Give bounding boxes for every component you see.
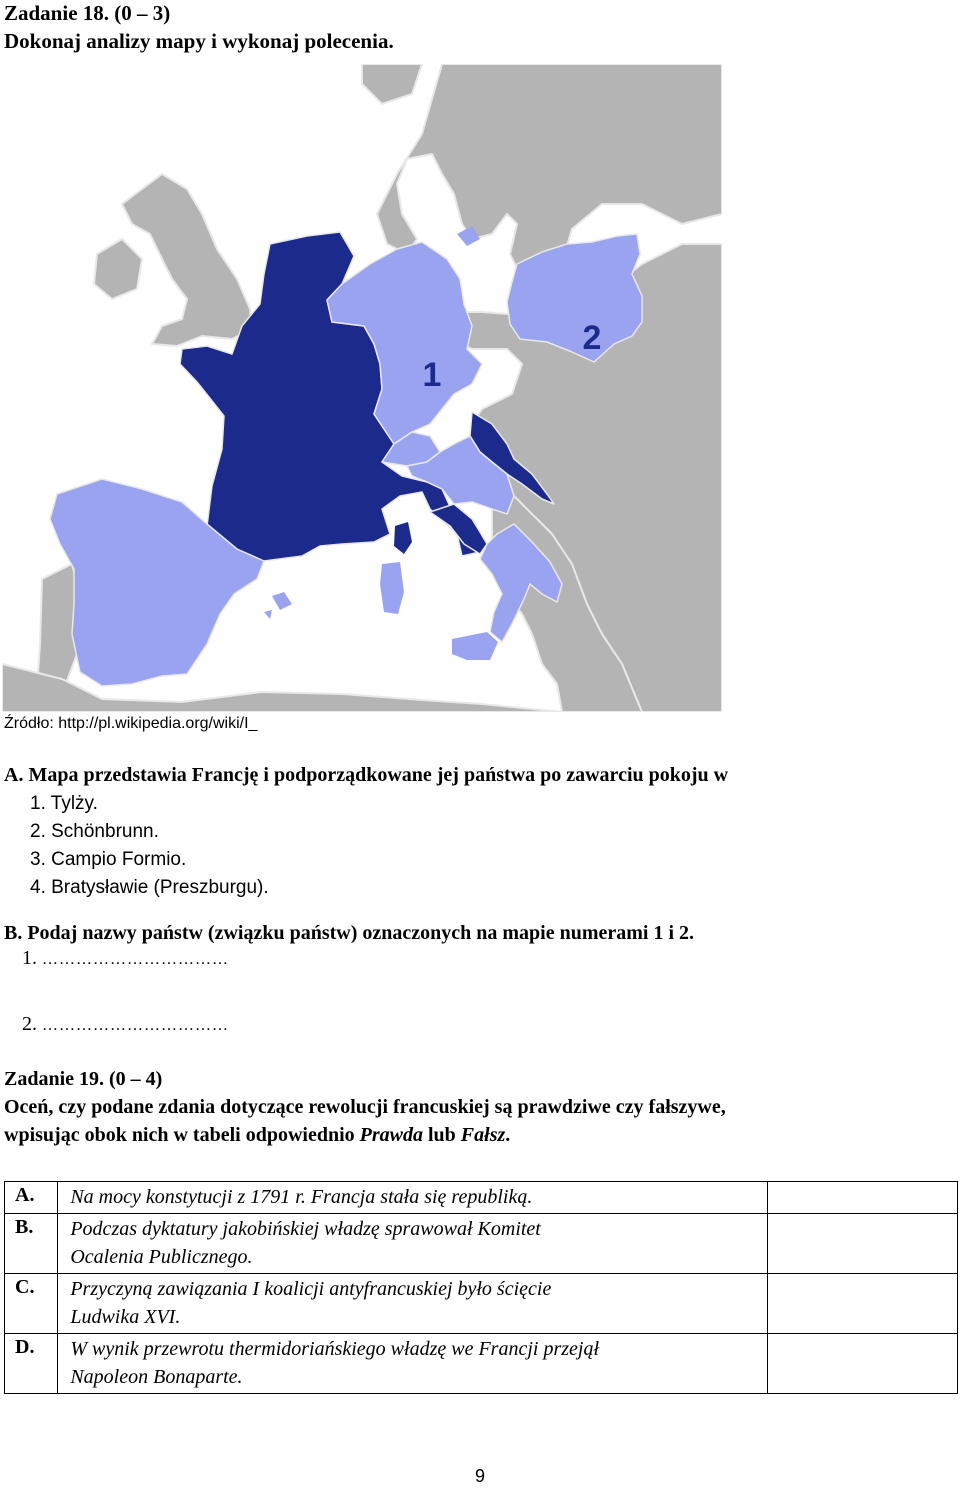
statement-line-2: Napoleon Bonaparte. — [70, 1366, 243, 1388]
statement-letter: A. — [5, 1182, 58, 1214]
instruction-mid: lub — [422, 1124, 461, 1146]
instruction-end: . — [505, 1124, 511, 1146]
answer-line-2-number: 2. — [22, 1013, 37, 1035]
option-4: 4. Bratysławie (Preszburgu). — [30, 877, 269, 898]
instruction-true: Prawda — [359, 1124, 423, 1146]
task-18-title: Zadanie 18. (0 – 3) — [4, 1, 171, 25]
statement-letter: B. — [5, 1214, 58, 1274]
europe-map — [2, 64, 722, 712]
question-a-text: Mapa przedstawia Francję i podporządkowane jej państwa po zawarciu pokoju w — [28, 764, 729, 786]
page-number: 9 — [474, 1466, 485, 1486]
statement-text — [58, 1274, 768, 1334]
option-2: 2. Schönbrunn. — [30, 821, 159, 842]
answer-line-1[interactable] — [22, 944, 229, 974]
map-label-2: 2 — [582, 319, 602, 357]
statement-line-1: W wynik przewrotu thermidoriańskiego władzę we Francji przejął — [70, 1338, 600, 1360]
table-row — [5, 1214, 958, 1274]
statement-letter: C. — [5, 1274, 58, 1334]
answer-cell[interactable] — [768, 1214, 958, 1274]
answer-line-1-number: 1. — [22, 947, 37, 969]
question-a-letter: A. — [4, 764, 24, 786]
table-row — [5, 1334, 958, 1394]
statement-line-2: Ocalenia Publicznego. — [70, 1246, 253, 1268]
map-label-1: 1 — [422, 356, 442, 394]
task-19-title: Zadanie 19. (0 – 4) — [4, 1068, 163, 1090]
map-source: Źródło: http://pl.wikipedia.org/wiki/I_ — [4, 715, 258, 732]
task-18-instruction: Dokonaj analizy mapy i wykonaj polecenia. — [4, 29, 394, 53]
option-1: 1. Tylży. — [30, 793, 98, 814]
answer-line-2-dots[interactable]: …………………………… — [42, 1017, 229, 1034]
statement-line-1: Podczas dyktatury jakobińskiej władzę sprawował Komitet — [70, 1218, 541, 1240]
statements-table — [4, 1181, 958, 1394]
question-b-text: Podaj nazwy państw (związku państw) oznaczonych na mapie numerami 1 i 2. — [27, 922, 695, 944]
table-row — [5, 1182, 958, 1214]
statement-text — [58, 1334, 768, 1394]
question-a — [4, 761, 728, 789]
instruction-pre: wpisując obok nich w tabeli odpowiednio — [4, 1124, 360, 1146]
answer-cell[interactable] — [768, 1182, 958, 1214]
statement-text — [58, 1182, 768, 1214]
answer-line-2[interactable] — [22, 1010, 229, 1040]
question-b — [4, 919, 694, 947]
question-b-letter: B. — [4, 922, 23, 944]
task-19-instruction-line-2 — [4, 1121, 510, 1149]
instruction-false: Fałsz — [460, 1124, 506, 1146]
table-row — [5, 1274, 958, 1334]
answer-line-1-dots[interactable]: …………………………… — [42, 951, 229, 968]
option-3: 3. Campio Formio. — [30, 849, 187, 870]
answer-cell[interactable] — [768, 1334, 958, 1394]
statement-letter: D. — [5, 1334, 58, 1394]
task-19-instruction-line-1: Oceń, czy podane zdania dotyczące rewolucji francuskiej są prawdziwe czy fałszywe, — [4, 1096, 726, 1118]
statement-line-2: Ludwika XVI. — [70, 1306, 181, 1328]
statement-text — [58, 1214, 768, 1274]
answer-cell[interactable] — [768, 1274, 958, 1334]
statement-line-1: Przyczyną zawiązania I koalicji antyfrancuskiej było ścięcie — [70, 1278, 552, 1300]
statement-line-1: Na mocy konstytucji z 1791 r. Francja stała się republiką. — [70, 1186, 533, 1208]
